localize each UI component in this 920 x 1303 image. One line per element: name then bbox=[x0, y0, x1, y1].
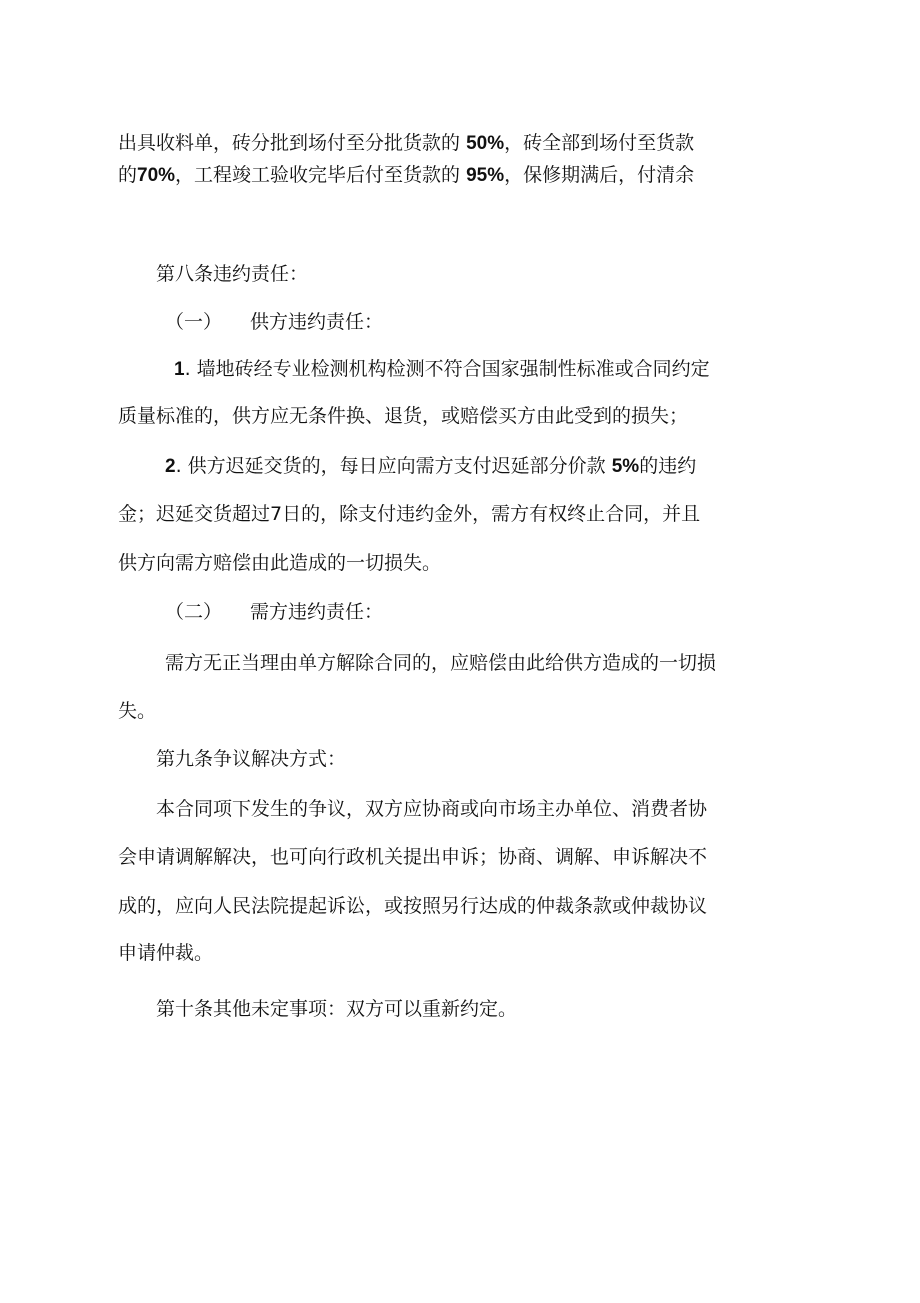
payment-text: ，保修期满后，付清余 bbox=[504, 164, 695, 186]
supplier-item-2-line-3: 供方向需方赔偿由此造成的一切损失。 bbox=[118, 552, 442, 574]
percentage: 50% bbox=[466, 133, 505, 154]
item-number: 1 bbox=[174, 359, 185, 380]
article-8-title: 第八条违约责任： bbox=[156, 263, 309, 285]
buyer-section-heading bbox=[165, 600, 383, 624]
section-marker: （一） bbox=[165, 311, 223, 333]
section-marker: （二） bbox=[165, 601, 223, 623]
buyer-paragraph-line-1: 需方无正当理由单方解除合同的，应赔偿由此给供方造成的一切损 bbox=[165, 652, 717, 674]
payment-text: 出具收料单，砖分批到场付至分批货款的 bbox=[118, 132, 461, 154]
article-9-line-4: 申请仲裁。 bbox=[118, 942, 214, 964]
article-9-line-3: 成的，应向人民法院提起诉讼，或按照另行达成的仲裁条款或仲裁协议 bbox=[118, 895, 708, 917]
article-10-title: 第十条其他未定事项：双方可以重新约定。 bbox=[156, 998, 518, 1020]
supplier-section-heading bbox=[165, 310, 383, 334]
supplier-item-1-line-1 bbox=[174, 357, 710, 382]
article-9-title: 第九条争议解决方式： bbox=[156, 748, 347, 770]
article-9-line-2: 会申请调解解决，也可向行政机关提出申诉；协商、调解、申诉解决不 bbox=[118, 846, 708, 868]
supplier-item-2-line-1 bbox=[165, 454, 696, 479]
payment-text: ，砖全部到场付至货款 bbox=[504, 132, 695, 154]
item-text: . 供方迟延交货的，每日应向需方支付迟延部分价款 bbox=[175, 455, 606, 477]
buyer-paragraph-line-2: 失。 bbox=[118, 700, 157, 722]
payment-text: 的 bbox=[118, 164, 138, 186]
item-text: . 墙地砖经专业检测机构检测不符合国家强制性标准或合同约定 bbox=[184, 358, 710, 380]
payment-line-1 bbox=[118, 131, 694, 156]
percentage: 95% bbox=[466, 165, 505, 186]
item-text: 的违约 bbox=[639, 455, 697, 477]
section-heading-text: 需方违约责任： bbox=[250, 601, 384, 623]
supplier-item-1-line-2: 质量标准的，供方应无条件换、退货，或赔偿买方由此受到的损失； bbox=[118, 405, 689, 427]
item-number: 2 bbox=[165, 456, 176, 477]
percentage: 5% bbox=[611, 456, 640, 477]
percentage: 70% bbox=[137, 165, 176, 186]
supplier-item-2-line-2: 金；迟延交货超过7日的，除支付违约金外，需方有权终止合同，并且 bbox=[118, 503, 701, 525]
article-9-line-1: 本合同项下发生的争议，双方应协商或向市场主办单位、消费者协 bbox=[156, 798, 708, 820]
section-heading-text: 供方违约责任： bbox=[250, 311, 384, 333]
payment-text: ，工程竣工验收完毕后付至货款的 bbox=[175, 164, 461, 186]
payment-line-2 bbox=[118, 163, 694, 188]
